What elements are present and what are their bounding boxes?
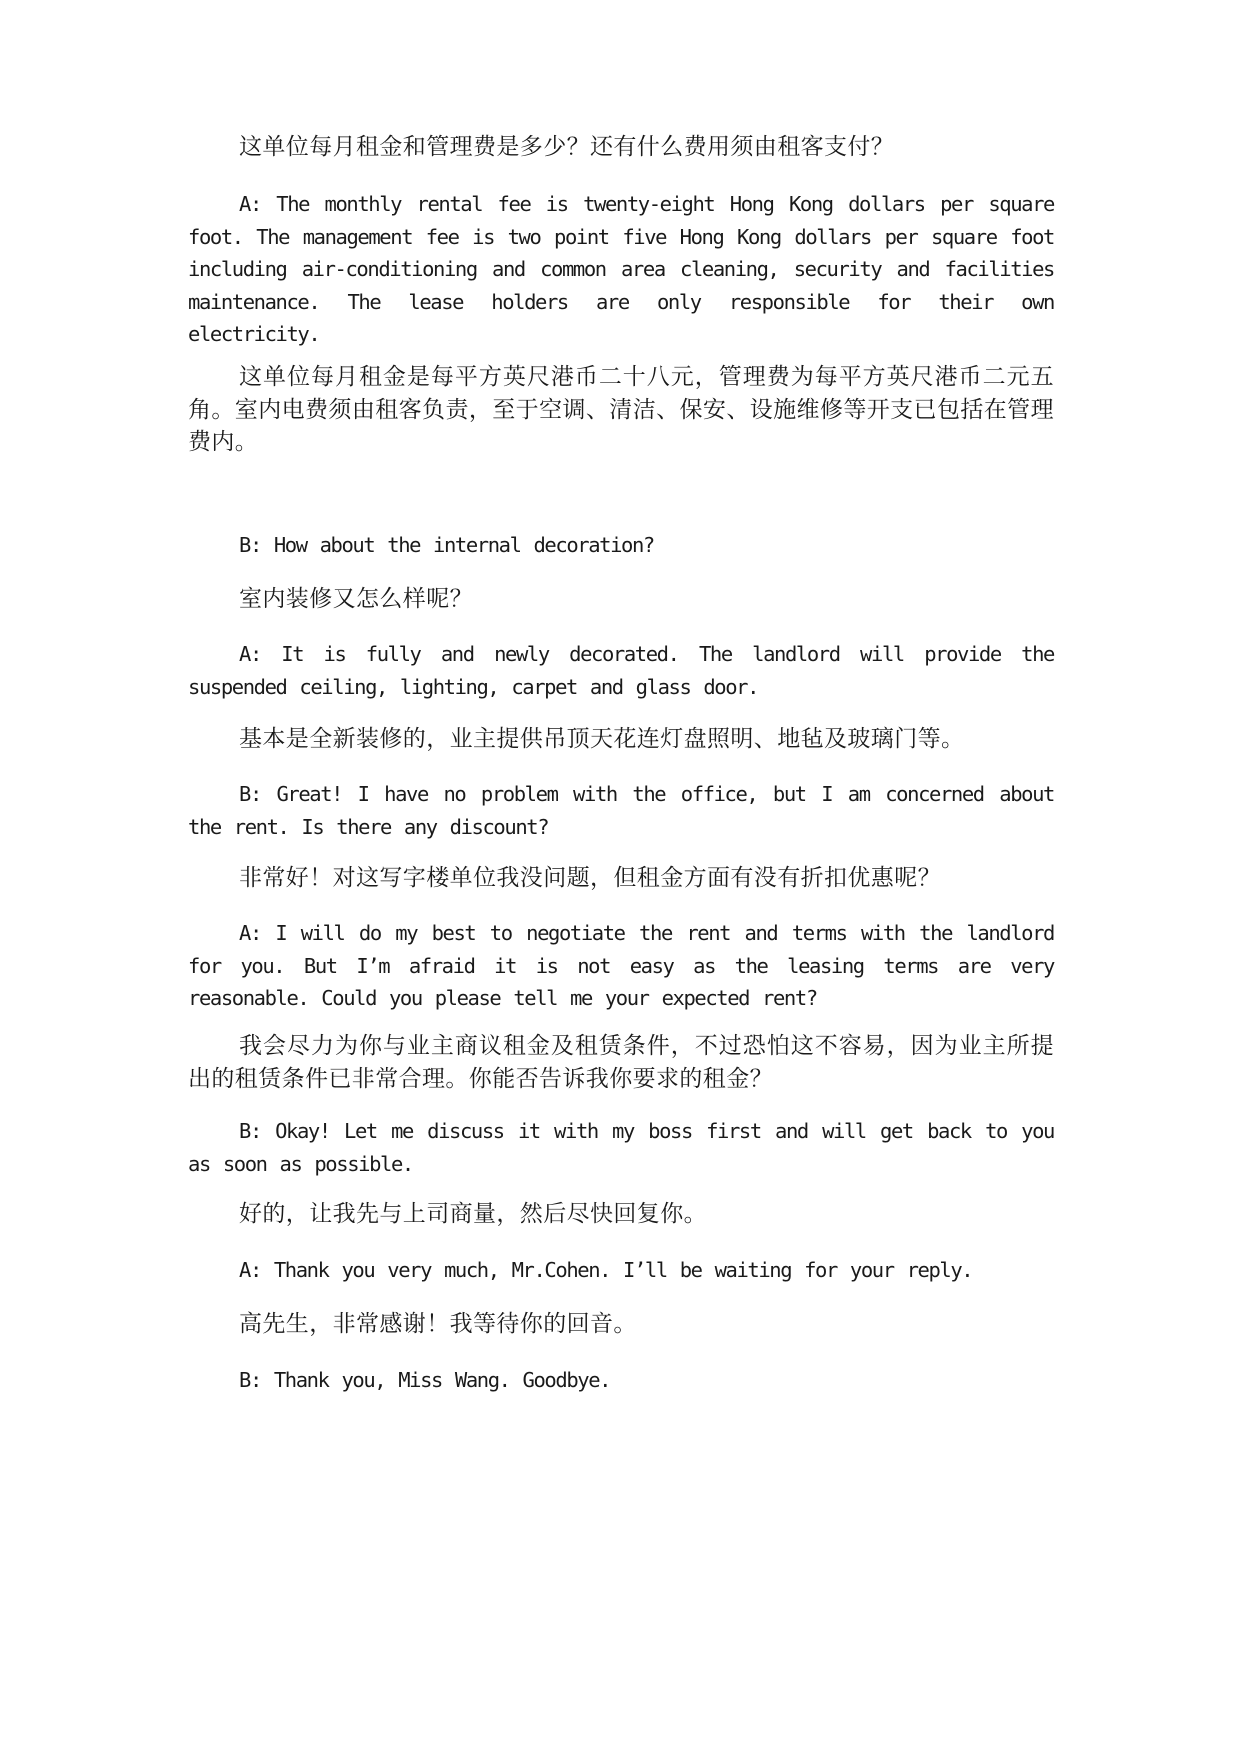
paragraph-en-6: B: Okay! Let me discuss it with my boss first and will get back to you as soon as possible. (188, 1119, 1054, 1176)
paragraph-en-2: B: How about the internal decoration? (239, 533, 654, 557)
paragraph-zh-3: 室内装修又怎么样呢？ (239, 586, 473, 612)
paragraph-zh-6: 我会尽力为你与业主商议租金及租赁条件，不过恐怕这不容易，因为业主所提出的租赁条件已非常合理。你能否告诉我你要求的租金？ (188, 1033, 1054, 1092)
paragraph-zh-5: 非常好！对这写字楼单位我没问题，但租金方面有没有折扣优惠呢？ (239, 865, 941, 891)
paragraph-zh-2: 这单位每月租金是每平方英尺港币二十八元，管理费为每平方英尺港币二元五角。室内电费须由租客负责，至于空调、清洁、保安、设施维修等开支已包括在管理费内。 (188, 364, 1054, 455)
paragraph-en-7: A: Thank you very much, Mr.Cohen. I’ll be waiting for your reply. (239, 1258, 973, 1282)
paragraph-en-5: A: I will do my best to negotiate the rent and terms with the landlord for you. But I’m afraid it is not easy as the leasing terms are very reasonable. Could you please tell me your expected rent? (188, 921, 1054, 1010)
paragraph-zh-7: 好的，让我先与上司商量，然后尽快回复你。 (239, 1201, 707, 1227)
paragraph-zh-8: 高先生，非常感谢！我等待你的回音。 (239, 1311, 637, 1337)
paragraph-en-4: B: Great! I have no problem with the office, but I am concerned about the rent. Is there any discount? (188, 782, 1054, 839)
paragraph-en-3: A: It is fully and newly decorated. The landlord will provide the suspended ceiling, lighting, carpet and glass door. (188, 642, 1054, 699)
paragraph-zh-4: 基本是全新装修的，业主提供吊顶天花连灯盘照明、地毡及玻璃门等。 (239, 726, 965, 752)
paragraph-zh-1: 这单位每月租金和管理费是多少？还有什么费用须由租客支付？ (239, 134, 895, 160)
paragraph-en-8: B: Thank you, Miss Wang. Goodbye. (239, 1368, 611, 1392)
paragraph-en-1: A: The monthly rental fee is twenty-eight Hong Kong dollars per square foot. The management fee is two point five Hong Kong dollars per square foot including air-conditioning and common area cleaning, security and facilities maintenance. The lease holders are only responsible for their own electricity. (188, 192, 1054, 346)
